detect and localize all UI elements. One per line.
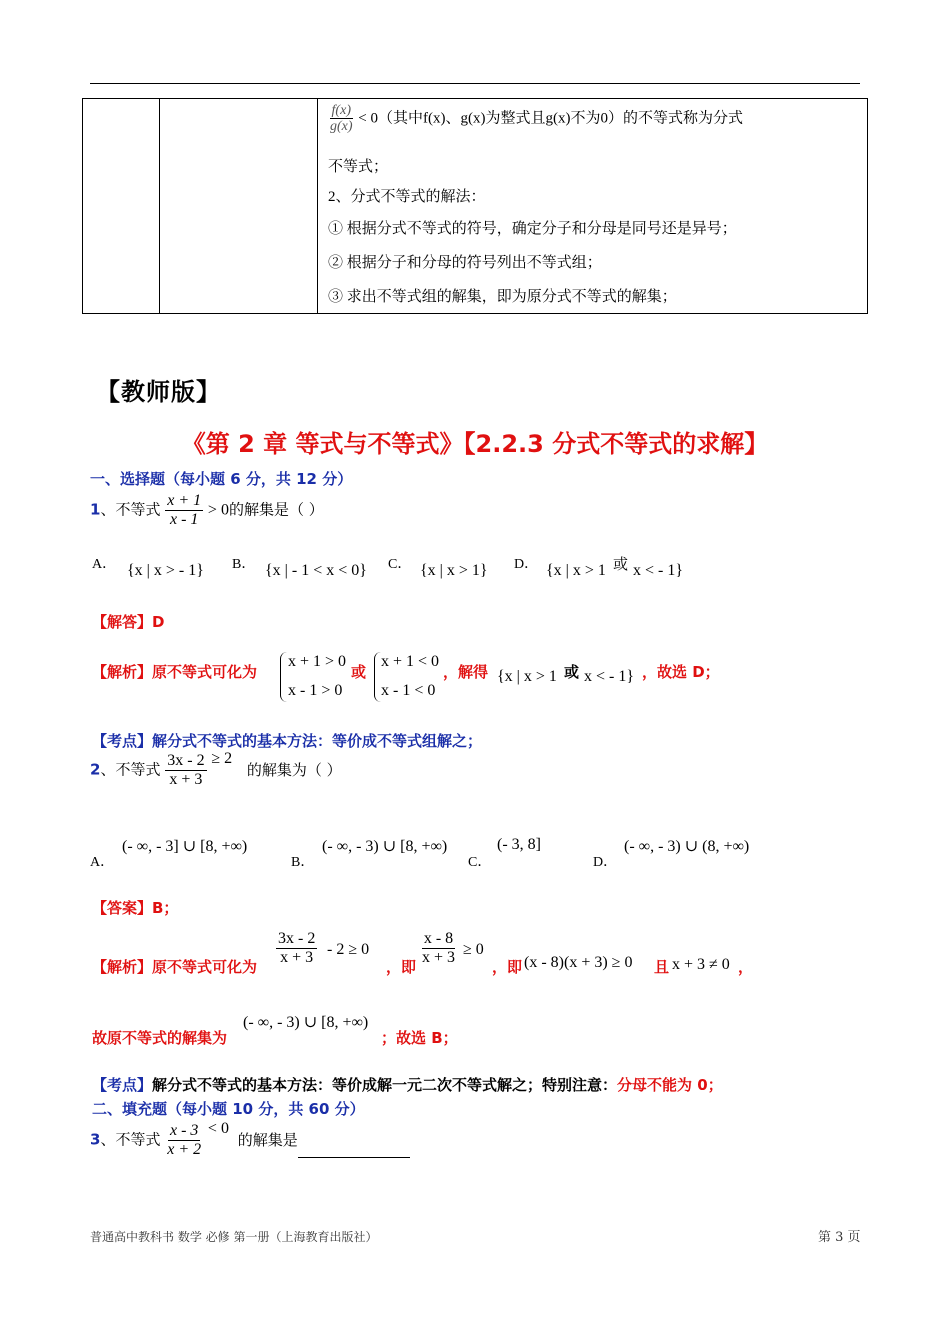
q1-or: 或: [351, 663, 367, 681]
q1-solution-or: 或: [564, 663, 580, 681]
q2-comma2: ，即: [492, 958, 523, 976]
table-line: ③ 求出不等式组的解集，即为原分式不等式的解集；: [328, 289, 677, 305]
q2-conclusion-text: 故原不等式的解集为: [92, 1029, 228, 1047]
q2-option-a-label: A．: [90, 855, 115, 870]
q2-step2-fraction: $\frac{x - 8}{x + 3}$: [422, 930, 456, 966]
q2-option-c-label: C．: [468, 855, 492, 870]
q1-system2-line1: x + 1 < 0: [381, 653, 440, 670]
table-line: 不等式；: [328, 159, 389, 175]
q2-option-b: (- ∞, - 3) ∪ [8, +∞): [322, 838, 448, 855]
q2-conclusion-choose: ；故选 B；: [381, 1029, 458, 1047]
q2-key-point: 【考点】解分式不等式的基本方法：等价成解一元二次不等式解之；特别注意：分母不能为 0；: [92, 1076, 723, 1094]
document-title: 《第 2 章 等式与不等式》【2.2.3 分式不等式的求解】: [181, 430, 769, 458]
q1-analysis-label: 【解析】原不等式可化为: [92, 663, 258, 681]
q2-comma3: ，: [738, 958, 754, 976]
q1-option-b-label: B．: [232, 557, 256, 572]
q2-answer: 【答案】B；: [92, 899, 179, 917]
q1-solution-part2: x < - 1}: [584, 668, 635, 685]
q3-fraction: $\frac{x - 3}{x + 2}$: [167, 1122, 202, 1158]
teacher-heading: 【教师版】: [96, 378, 221, 406]
q2-option-c: (- 3, 8]: [497, 836, 541, 853]
q2-step1-fraction: $\frac{3x - 2}{x + 3}$: [278, 930, 316, 966]
q2-comma1: ，即: [386, 958, 417, 976]
table-column-divider: [159, 99, 160, 313]
table-line: ② 根据分子和分母的符号列出不等式组；: [328, 255, 602, 271]
q2-and: 且: [654, 958, 670, 976]
question-3: 3、不等式 $\frac{x - 3}{x + 2}$ < 0 的解集是: [90, 1122, 410, 1158]
q1-option-a-label: A．: [92, 557, 117, 572]
section-choice-heading: 一、选择题（每小题 6 分，共 12 分）: [90, 470, 353, 488]
footer-book-info: 普通高中教科书 数学 必修 第一册（上海教育出版社）: [90, 1230, 378, 1244]
q2-option-a: (- ∞, - 3] ∪ [8, +∞): [122, 838, 248, 855]
q1-option-d-part2: x < - 1}: [633, 562, 684, 579]
q1-solution-part1: {x | x > 1: [497, 668, 557, 685]
q1-system2-line2: x - 1 < 0: [381, 682, 436, 699]
q1-fraction: $\frac{x + 1}{x - 1}$: [167, 492, 202, 528]
definition-text: < 0（其中f(x)、g(x)为整式且g(x)不为0）的不等式称为分式: [358, 110, 743, 127]
table-line: 2、分式不等式的解法：: [328, 189, 486, 205]
q1-option-d-part1: {x | x > 1: [546, 562, 606, 579]
q2-option-b-label: B．: [291, 855, 315, 870]
q2-option-d: (- ∞, - 3) ∪ (8, +∞): [624, 838, 750, 855]
q1-option-c: {x | x > 1}: [420, 562, 488, 579]
q2-step1-tail: - 2 ≥ 0: [327, 941, 370, 958]
q1-option-a: {x | x > - 1}: [127, 562, 204, 579]
q2-step2-tail: ≥ 0: [463, 941, 484, 958]
table-column-divider: [317, 99, 318, 313]
q1-system1-line2: x - 1 > 0: [288, 682, 343, 699]
question-2: 2、不等式 $\frac{3x - 2}{x + 3}$ ≥ 2 的解集为（ ）: [90, 749, 342, 788]
footer-page-number: 第 3 页: [818, 1230, 861, 1245]
q1-system1-line1: x + 1 > 0: [288, 653, 347, 670]
q1-option-c-label: C．: [388, 557, 412, 572]
q1-option-d-label: D．: [514, 557, 539, 572]
system-brace: [280, 652, 287, 702]
q2-option-d-label: D．: [593, 855, 618, 870]
q2-step3: (x - 8)(x + 3) ≥ 0: [524, 954, 633, 971]
q2-conclusion-math: (- ∞, - 3) ∪ [8, +∞): [243, 1014, 369, 1031]
q1-answer: 【解答】D: [92, 613, 165, 631]
q2-analysis-label: 【解析】原不等式可化为: [92, 958, 258, 976]
system-brace: [374, 652, 381, 702]
table-line: ① 根据分式不等式的符号，确定分子和分母是同号还是异号；: [328, 221, 737, 237]
section-fill-heading: 二、填充题（每小题 10 分，共 60 分）: [92, 1100, 365, 1118]
header-rule: [90, 83, 860, 84]
q2-step4: x + 3 ≠ 0: [672, 956, 730, 973]
q1-choose: ，故选 D；: [642, 663, 720, 681]
table-line-definition: [328, 103, 743, 135]
knowledge-table: [82, 98, 868, 314]
q2-fraction: $\frac{3x - 2}{x + 3}$: [167, 752, 205, 788]
q1-solve-text: ，解得: [443, 663, 489, 681]
fraction-fx-gx: $\frac{f(x)}{g(x)}$: [330, 103, 353, 135]
question-1: 1、不等式 $\frac{x + 1}{x - 1}$ > 0的解集是（ ）: [90, 492, 324, 528]
answer-blank[interactable]: [298, 1143, 410, 1158]
q1-key-point: 【考点】解分式不等式的基本方法：等价成不等式组解之；: [92, 732, 483, 750]
q1-option-d-or: 或: [613, 555, 629, 573]
q1-option-b: {x | - 1 < x < 0}: [265, 562, 367, 579]
